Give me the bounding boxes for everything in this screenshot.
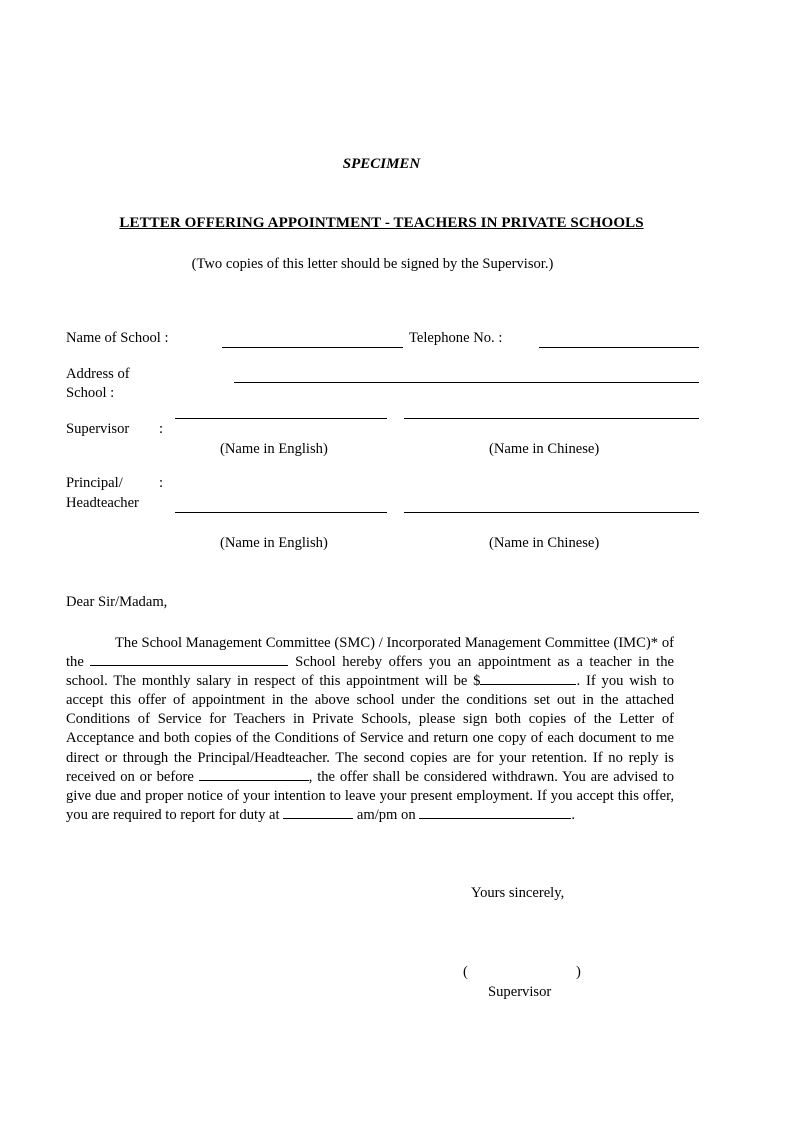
letter-body [66,634,674,825]
signing-note: (Two copies of this letter should be signed by the Supervisor.) [191,256,554,272]
report-time-blank[interactable] [283,806,353,819]
closing: Yours sincerely, [471,885,565,901]
school-name-blank[interactable] [90,653,288,666]
body-part-6: . [571,806,575,823]
principal-name-chinese-field[interactable] [404,512,699,513]
address-label-line2: School : [66,385,115,401]
principal-name-chinese-caption: (Name in Chinese) [489,535,600,551]
supervisor-name-english-caption: (Name in English) [220,441,328,457]
body-part-2: School hereby offers you an appointment as a teacher in the school. The monthly salary in respect of this appointment will be $ [66,654,674,690]
telephone-field[interactable] [539,347,699,348]
document-title: LETTER OFFERING APPOINTMENT - TEACHERS IN PRIVATE SCHOOLS [119,215,644,231]
signatory-title: Supervisor [488,984,552,1000]
supervisor-colon: : [159,421,164,437]
salutation: Dear Sir/Madam, [66,594,168,610]
specimen-label: SPECIMEN [342,156,421,172]
signature-paren-open: ( [463,964,468,980]
supervisor-name-english-field[interactable] [175,418,387,419]
body-part-4: , the offer shall be considered withdrawn. You are advised to give due and proper notice of your intention to leave your present employment. If you accept this offer, you are required to report for duty at [66,768,674,823]
reply-date-blank[interactable] [199,768,309,781]
supervisor-name-chinese-caption: (Name in Chinese) [489,441,600,457]
address-field[interactable] [234,382,699,383]
name-of-school-field[interactable] [222,347,403,348]
principal-name-english-field[interactable] [175,512,387,513]
supervisor-label: Supervisor [66,421,130,437]
body-part-5: am/pm on [356,806,416,823]
name-of-school-label: Name of School : [66,330,169,346]
principal-name-english-caption: (Name in English) [220,535,328,551]
body-part-1: The School Management Committee (SMC) / Incorporated Management Committee (IMC)* of the [66,635,674,671]
address-label-line1: Address of [66,366,130,382]
principal-label-line1: Principal/ [66,475,123,491]
report-date-blank[interactable] [419,806,571,819]
principal-colon: : [159,475,164,491]
body-part-3: . If you wish to accept this offer of appointment in the above school under the conditions set out in the attached Conditions of Service for Teachers in Private Schools, please sign both copies of the Letter of Acceptance and both copies of the Conditions of Service and return one copy of each document to me direct or through the Principal/Headteacher. The second copies are for your retention. If no reply is received on or before [66,673,674,785]
principal-label-line2: Headteacher [66,495,139,511]
telephone-label: Telephone No. : [409,330,503,346]
monthly-salary-blank[interactable] [480,672,576,685]
signature-paren-close: ) [576,964,581,980]
supervisor-name-chinese-field[interactable] [404,418,699,419]
